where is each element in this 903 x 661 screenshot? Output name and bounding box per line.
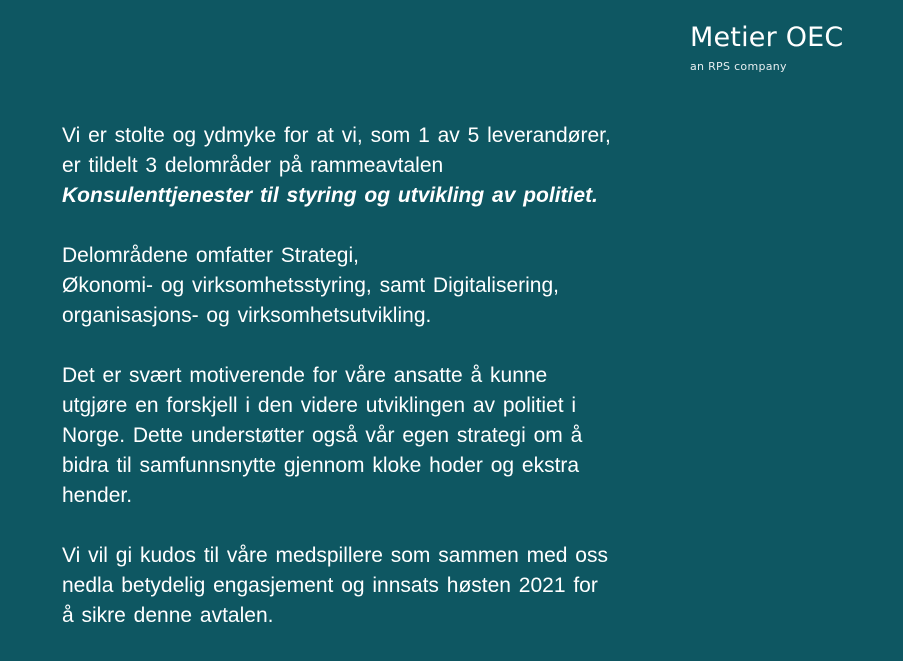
text-line: Norge. Dette understøtter også vår egen strategi om å xyxy=(62,424,583,447)
announcement-text xyxy=(62,121,782,661)
text-line: Økonomi- og virksomhetsstyring, samt Digitalisering, xyxy=(62,274,559,297)
text-line: nedla betydelig engasjement og innsats høsten 2021 for xyxy=(62,574,598,597)
contract-name: Konsulenttjenester til styring og utvikling av politiet. xyxy=(62,184,598,207)
text-line: Det er svært motiverende for våre ansatte å kunne xyxy=(62,364,548,387)
text-line: Delområdene omfatter Strategi, xyxy=(62,244,359,267)
paragraph-motivation xyxy=(62,361,782,511)
company-logo xyxy=(690,22,880,74)
paragraph-intro xyxy=(62,121,782,211)
logo-name: Metier OEC xyxy=(690,22,844,53)
text-line: utgjøre en forskjell i den videre utviklingen av politiet i xyxy=(62,394,577,417)
text-line: hender. xyxy=(62,484,133,507)
logo-tagline: an RPS company xyxy=(690,60,787,73)
paragraph-subareas xyxy=(62,241,782,331)
text-line: Vi vil gi kudos til våre medspillere som sammen med oss xyxy=(62,544,608,567)
text-line: Vi er stolte og ydmyke for at vi, som 1 av 5 leverandører, xyxy=(62,124,611,147)
paragraph-kudos xyxy=(62,541,782,631)
text-line: er tildelt 3 delområder på rammeavtalen xyxy=(62,154,444,177)
text-line: bidra til samfunnsnytte gjennom kloke hoder og ekstra xyxy=(62,454,580,477)
text-line: å sikre denne avtalen. xyxy=(62,604,274,627)
text-line: organisasjons- og virksomhetsutvikling. xyxy=(62,304,432,327)
